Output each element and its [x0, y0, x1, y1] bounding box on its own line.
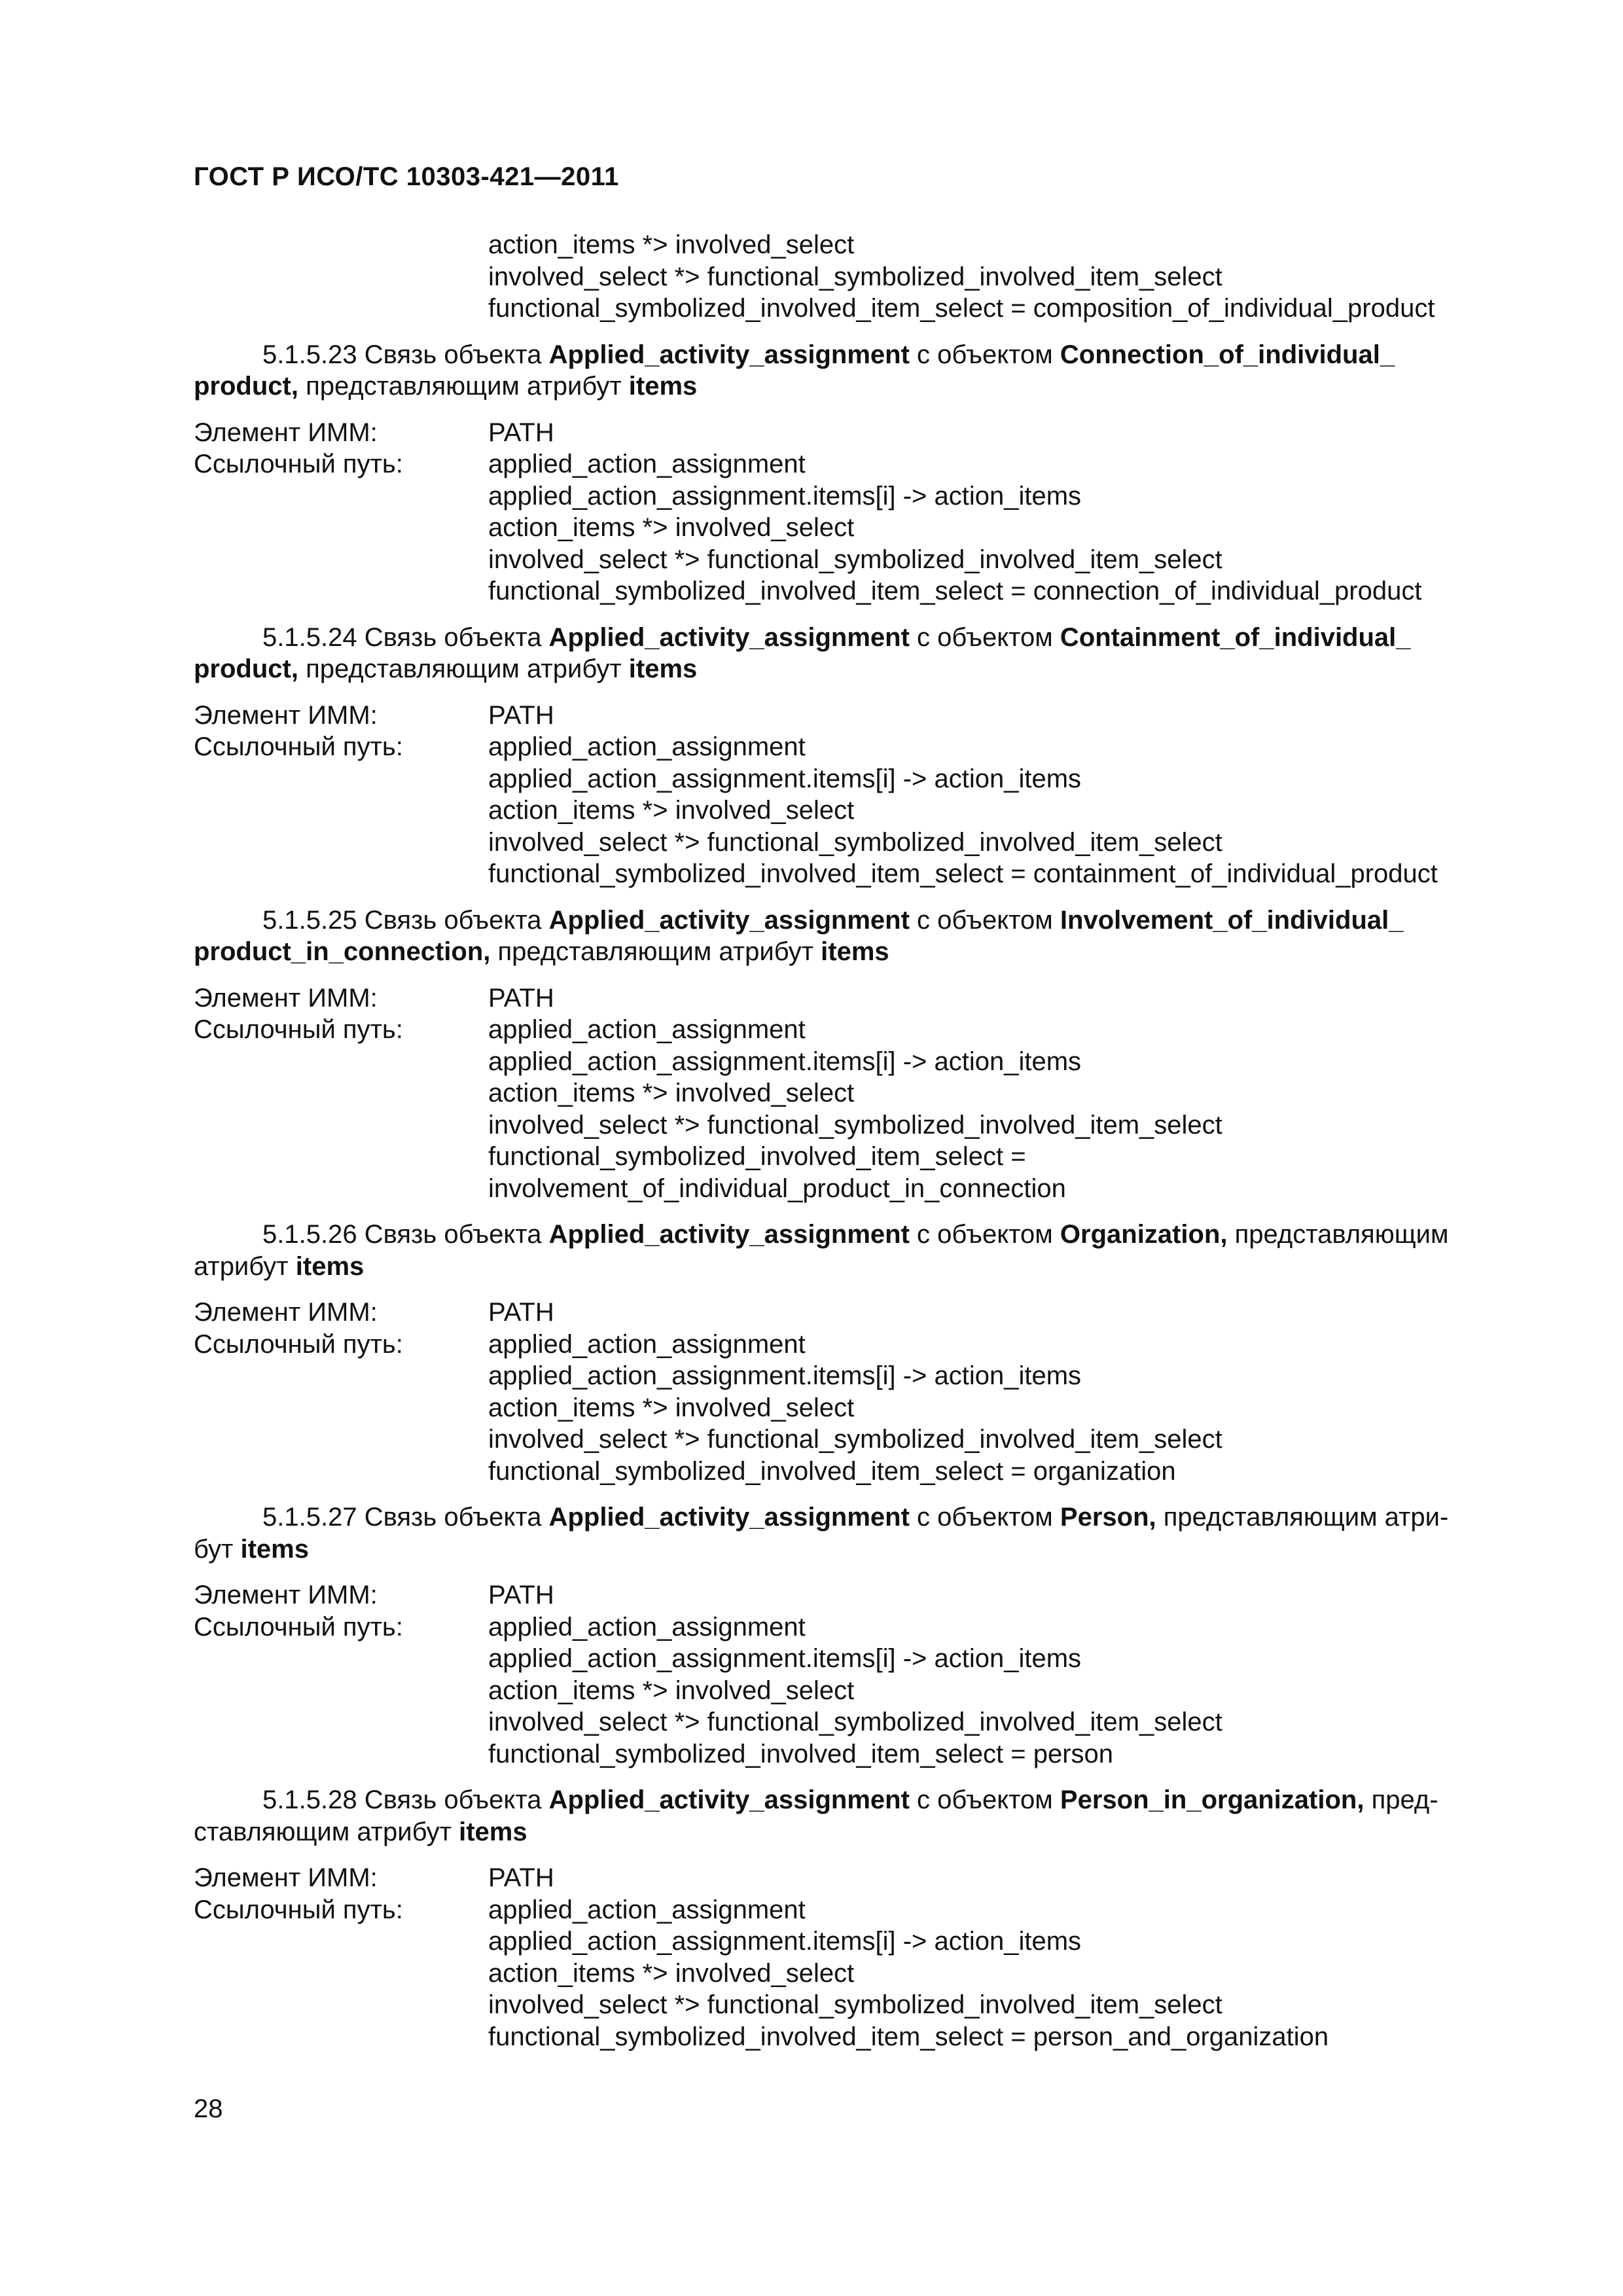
- reference-path-label: Ссылочный путь:: [194, 1015, 403, 1044]
- section-heading-5-1-5-28: 5.1.5.28 Связь объекта Applied_activity_assignment с объектом Person_in_organization, пред- ставляющим атрибут items: [194, 1785, 1438, 1846]
- element-value: PATH: [488, 700, 554, 730]
- reference-path-label: Ссылочный путь:: [194, 1895, 403, 1924]
- section-number: 5.1.5.27: [262, 1503, 357, 1532]
- path-line: applied_action_assignment.items[i] -> action_items: [488, 1361, 1082, 1390]
- section-number: 5.1.5.23: [262, 340, 357, 369]
- path-line: applied_action_assignment.items[i] -> action_items: [488, 1047, 1082, 1076]
- target-entity: Person,: [1060, 1503, 1156, 1532]
- element-row: [194, 700, 1496, 732]
- path-line: involved_select *> functional_symbolized_involved_item_select: [488, 262, 1222, 291]
- path-line: applied_action_assignment: [488, 1015, 806, 1044]
- reference-path: [488, 1329, 1222, 1488]
- element-value: PATH: [488, 1581, 554, 1609]
- attribute-name: items: [628, 655, 698, 683]
- path-line: functional_symbolized_involved_item_select = containment_of_individual_product: [488, 859, 1438, 888]
- section-number: 5.1.5.28: [262, 1785, 357, 1814]
- reference-path-label: Ссылочный путь:: [194, 1329, 403, 1359]
- target-entity: Organization,: [1060, 1220, 1228, 1249]
- element-label: Элемент ИММ:: [194, 983, 378, 1013]
- path-line: involved_select *> functional_symbolized_involved_item_select: [488, 1110, 1222, 1139]
- attribute-name: items: [459, 1817, 527, 1846]
- section-heading-5-1-5-26: 5.1.5.26 Связь объекта Applied_activity_assignment с объектом Organization, представляющим атрибут items: [194, 1220, 1449, 1281]
- entity-name: Applied_activity_assignment: [548, 1785, 910, 1814]
- entity-name: Applied_activity_assignment: [548, 622, 910, 652]
- reference-path-row: [194, 1329, 1496, 1488]
- path-line: action_items *> involved_select: [488, 1079, 855, 1107]
- element-label: Элемент ИММ:: [194, 1863, 378, 1892]
- element-label: Элемент ИММ:: [194, 1298, 378, 1327]
- path-line: involved_select *> functional_symbolized_involved_item_select: [488, 1708, 1222, 1736]
- reference-path: [488, 448, 1421, 607]
- path-line: applied_action_assignment: [488, 450, 806, 478]
- path-line: functional_symbolized_involved_item_select = composition_of_individual_product: [488, 294, 1435, 323]
- attribute-name: items: [295, 1251, 365, 1281]
- path-line: action_items *> involved_select: [488, 1393, 855, 1422]
- path-line: applied_action_assignment.items[i] -> action_items: [488, 764, 1082, 793]
- element-row: [194, 417, 1496, 449]
- entity-name: Applied_activity_assignment: [548, 340, 910, 369]
- element-row: [194, 1862, 1496, 1894]
- reference-path-row: [194, 731, 1496, 890]
- path-line: involved_select *> functional_symbolized_involved_item_select: [488, 545, 1222, 574]
- entity-name: Applied_activity_assignment: [548, 905, 910, 935]
- path-line: applied_action_assignment.items[i] -> action_items: [488, 1644, 1082, 1673]
- reference-path-label: Ссылочный путь:: [194, 1612, 403, 1641]
- path-line: action_items *> involved_select: [488, 796, 855, 825]
- reference-path: [488, 1894, 1329, 2053]
- attribute-name: items: [628, 372, 698, 401]
- section-number: 5.1.5.24: [262, 622, 357, 652]
- section-heading-5-1-5-27: 5.1.5.27 Связь объекта Applied_activity_assignment с объектом Person, представляющим атри- бут items: [194, 1503, 1449, 1564]
- element-label: Элемент ИММ:: [194, 418, 378, 447]
- element-value: PATH: [488, 418, 554, 447]
- path-line: functional_symbolized_involved_item_select = person_and_organization: [488, 2022, 1329, 2051]
- path-line: action_items *> involved_select: [488, 1958, 855, 1988]
- path-line: applied_action_assignment: [488, 1329, 806, 1359]
- reference-path: [488, 731, 1438, 890]
- section-heading-5-1-5-25: 5.1.5.25 Связь объекта Applied_activity_assignment с объектом Involvement_of_individual_ product_in_connection, представляющим атрибут items: [194, 905, 1404, 966]
- element-row: [194, 1297, 1496, 1329]
- continuation-path: [194, 229, 1496, 325]
- entity-name: Applied_activity_assignment: [548, 1503, 910, 1532]
- path-line: involved_select *> functional_symbolized_involved_item_select: [488, 1425, 1222, 1454]
- path-line: functional_symbolized_involved_item_select =: [488, 1142, 1026, 1171]
- path-line: applied_action_assignment: [488, 1612, 806, 1641]
- path-line: action_items *> involved_select: [488, 1676, 855, 1705]
- path-line: action_items *> involved_select: [488, 513, 855, 542]
- reference-path-row: [194, 448, 1496, 607]
- page-content: [194, 229, 1496, 2053]
- element-value: PATH: [488, 983, 554, 1013]
- target-entity: Connection_of_individual_: [1060, 340, 1395, 369]
- attribute-name: items: [240, 1534, 309, 1564]
- target-entity: Involvement_of_individual_: [1060, 905, 1404, 935]
- path-line: functional_symbolized_involved_item_select = person: [488, 1739, 1113, 1768]
- section-heading-5-1-5-23: 5.1.5.23 Связь объекта Applied_activity_assignment с объектом Connection_of_individual_ product, представляющим атрибут items: [194, 340, 1395, 401]
- path-line: involvement_of_individual_product_in_connection: [488, 1174, 1066, 1203]
- attribute-name: items: [821, 937, 889, 966]
- reference-path: [488, 1014, 1222, 1204]
- element-value: PATH: [488, 1298, 554, 1327]
- path-line: functional_symbolized_involved_item_select = organization: [488, 1456, 1176, 1486]
- reference-path-label: Ссылочный путь:: [194, 732, 403, 761]
- path-line: involved_select *> functional_symbolized_involved_item_select: [488, 1990, 1222, 2019]
- path-line: functional_symbolized_involved_item_select = connection_of_individual_product: [488, 577, 1422, 605]
- reference-path-row: [194, 1894, 1496, 2053]
- element-label: Элемент ИММ:: [194, 1581, 378, 1609]
- element-row: [194, 982, 1496, 1014]
- reference-path-row: [194, 1014, 1496, 1204]
- path-line: applied_action_assignment.items[i] -> action_items: [488, 1927, 1082, 1956]
- section-heading-5-1-5-24: 5.1.5.24 Связь объекта Applied_activity_assignment с объектом Containment_of_individual_ product, представляющим атрибут items: [194, 622, 1411, 683]
- reference-path-row: [194, 1611, 1496, 1770]
- target-entity: Containment_of_individual_: [1060, 622, 1411, 652]
- element-label: Элемент ИММ:: [194, 700, 378, 730]
- path-line: applied_action_assignment: [488, 1895, 806, 1924]
- page-number: 28: [194, 2094, 223, 2123]
- section-number: 5.1.5.25: [262, 905, 357, 935]
- target-entity: Person_in_organization,: [1060, 1785, 1364, 1814]
- section-number: 5.1.5.26: [262, 1220, 357, 1249]
- element-value: PATH: [488, 1863, 554, 1892]
- reference-path: [488, 1611, 1222, 1770]
- path-line: action_items *> involved_select: [488, 230, 855, 259]
- path-line: applied_action_assignment.items[i] -> action_items: [488, 481, 1082, 511]
- document-header: ГОСТ Р ИСО/ТС 10303-421—2011: [194, 162, 619, 191]
- reference-path-label: Ссылочный путь:: [194, 450, 403, 478]
- entity-name: Applied_activity_assignment: [548, 1220, 910, 1249]
- path-line: applied_action_assignment: [488, 732, 806, 761]
- element-row: [194, 1579, 1496, 1611]
- path-line: involved_select *> functional_symbolized_involved_item_select: [488, 827, 1222, 857]
